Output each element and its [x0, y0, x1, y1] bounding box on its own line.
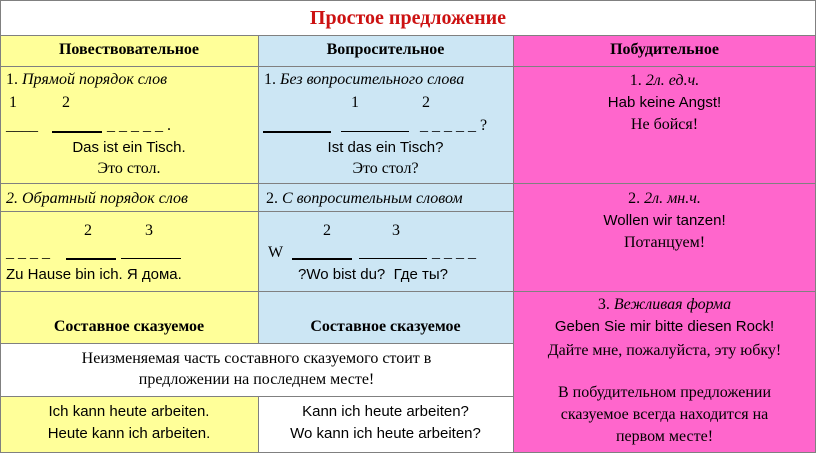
interrogative-noword-heading [264, 71, 464, 89]
header-interrogative: Вопросительное [326, 41, 445, 58]
interrogative-word-heading [266, 190, 463, 208]
header-narrative: Повествовательное [58, 41, 200, 58]
narrative-inverse-pos3: 3 [145, 222, 153, 239]
narrative-compound-example1: Ich kann heute arbeiten. [48, 403, 210, 420]
interrogative-compound-heading: Составное сказуемое [310, 318, 461, 335]
imperative-polite-example-ru: Дайте мне, пожалуйста, эту юбку! [547, 342, 782, 359]
compound-rule-line1: Неизменяемая часть составного сказуемого стоит в [81, 350, 432, 367]
interrogative-word-w: W [268, 244, 284, 261]
interrogative-noword-pos1: 1 [351, 94, 359, 111]
imperative-polite-heading [513, 296, 816, 314]
narrative-direct-title: Прямой порядок слов [22, 71, 168, 88]
interrogative-word-num: 2. [266, 190, 278, 207]
narrative-direct-pos1: 1 [9, 94, 17, 111]
interrogative-word-example: ?Wo bist du? Где ты? [298, 266, 448, 283]
narrative-direct-num: 1. [6, 71, 18, 88]
narrative-inverse-subject-line [121, 258, 181, 259]
interrogative-word-pos2: 2 [323, 222, 331, 239]
narrative-inverse-pos2: 2 [84, 222, 92, 239]
narrative-compound-heading: Составное сказуемое [53, 318, 205, 335]
interrogative-word-pos3: 3 [392, 222, 400, 239]
narrative-direct-heading [6, 71, 167, 89]
interrogative-noword-example-ru: Это стол? [352, 160, 419, 177]
imperative-pl-label: 2л. мн.ч. [644, 190, 701, 207]
narrative-inverse-heading: 2. Обратный порядок слов [6, 190, 188, 207]
interrogative-compound-example1: Kann ich heute arbeiten? [302, 403, 469, 420]
imperative-sg-label: 2л. ед.ч. [645, 72, 700, 89]
page-title: Простое предложение [309, 7, 507, 29]
interrogative-compound-example2: Wo kann ich heute arbeiten? [290, 425, 481, 442]
imperative-polite-label: Вежливая форма [613, 296, 732, 313]
interrogative-noword-title: Без вопросительного слова [280, 71, 465, 88]
interrogative-noword-subject-line [341, 131, 409, 132]
interrogative-noword-num: 1. [264, 71, 276, 88]
imperative-polite-example-de: Geben Sie mir bitte diesen Rock! [554, 318, 775, 335]
narrative-direct-example-de: Das ist ein Tisch. [72, 139, 186, 156]
imperative-sg-example-de: Hab keine Angst! [607, 94, 722, 111]
narrative-direct-pos2: 2 [62, 94, 70, 111]
narrative-inverse-verb-line [66, 258, 116, 260]
interrogative-noword-example-de: Ist das ein Tisch? [327, 139, 444, 156]
header-imperative: Побудительное [610, 41, 719, 58]
interrogative-noword-verb-line [263, 131, 331, 133]
narrative-direct-dashes2: _ _ _ _ _ . [107, 117, 171, 134]
narrative-inverse-dashes: _ _ _ _ [6, 244, 50, 261]
imperative-sg-num: 1. [629, 72, 642, 89]
imperative-rule-line1: В побудительном предложении [557, 384, 772, 401]
interrogative-word-dashes: _ _ _ _ [432, 244, 476, 261]
imperative-pl-example-ru: Потанцуем! [623, 234, 706, 251]
interrogative-word-title: С вопросительным словом [282, 190, 463, 207]
imperative-pl-heading [513, 190, 816, 208]
imperative-pl-example-de: Wollen wir tanzen! [603, 212, 726, 229]
narrative-compound-example2: Heute kann ich arbeiten. [47, 425, 211, 442]
imperative-pl-num: 2. [628, 190, 641, 207]
interrogative-noword-pos2: 2 [422, 94, 430, 111]
narrative-direct-verb-line [52, 131, 102, 133]
imperative-rule-line3: первом месте! [615, 428, 714, 445]
narrative-direct-example-ru: Это стол. [97, 160, 161, 177]
imperative-rule-line2: сказуемое всегда находится на [560, 406, 769, 423]
interrogative-word-subject-line [359, 258, 427, 259]
interrogative-word-verb-line [292, 258, 352, 260]
imperative-polite-num: 3. [597, 296, 610, 313]
narrative-inverse-example: Zu Hause bin ich. Я дома. [6, 266, 182, 283]
imperative-sg-heading [513, 72, 816, 90]
compound-rule-line2: предложении на последнем месте! [138, 371, 375, 388]
narrative-direct-dashes1: ____ [6, 117, 38, 134]
interrogative-noword-dashes: _ _ _ _ _ ? [420, 117, 488, 134]
imperative-sg-example-ru: Не бойся! [630, 116, 699, 133]
